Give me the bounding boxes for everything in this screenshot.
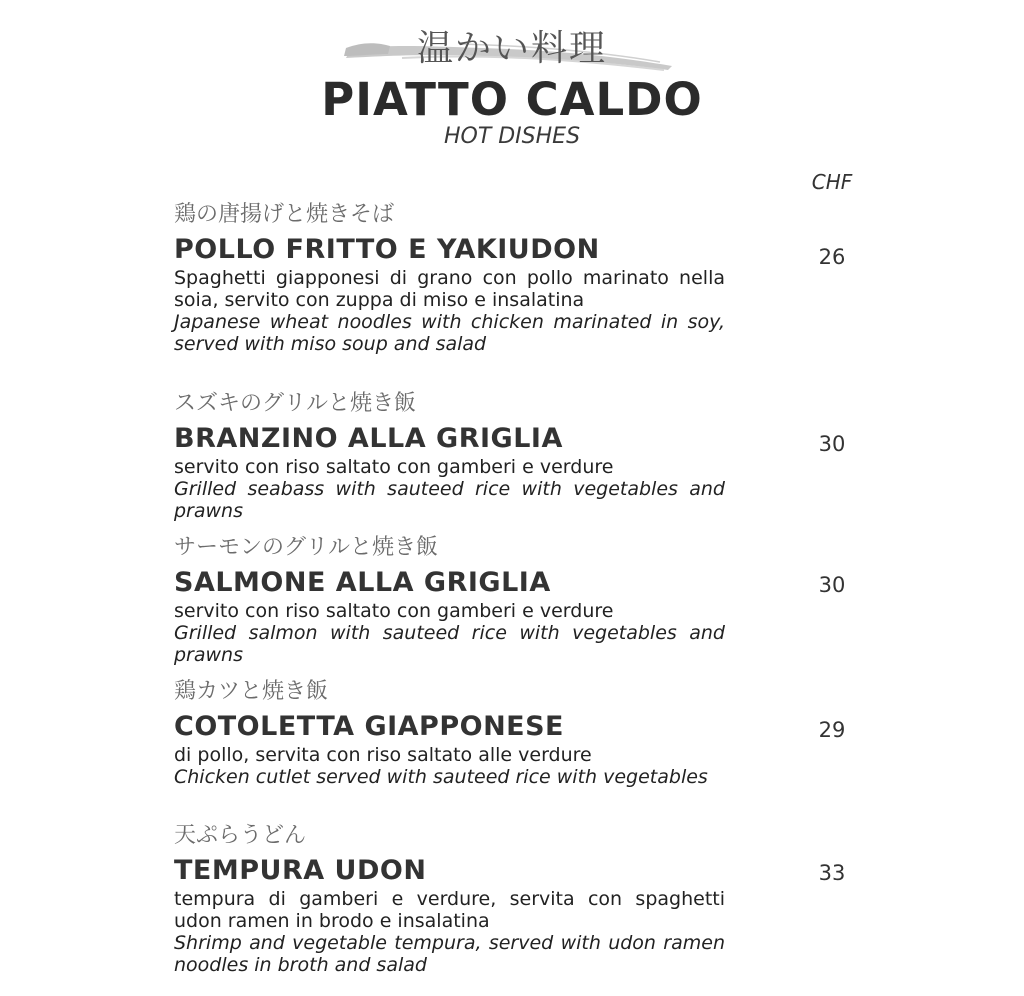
dish-description-english: Grilled seabass with sauteed rice with vegetables and prawns [174, 478, 725, 522]
dish-description-italian: servito con riso saltato con gamberi e verdure [174, 456, 614, 478]
dish-price: 33 [818, 861, 846, 885]
title-brush-stroke [342, 18, 682, 76]
dish-name-japanese: 鶏カツと焼き飯 [174, 679, 329, 704]
menu-item [174, 821, 725, 976]
menu-item [174, 533, 725, 666]
menu-item [174, 200, 725, 355]
dish-name: POLLO FRITTO E YAKIUDON [174, 234, 600, 265]
menu-header [0, 18, 1024, 150]
dish-price: 30 [818, 432, 846, 456]
dish-description-italian: servito con riso saltato con gamberi e verdure [174, 600, 614, 622]
dish-price: 30 [818, 573, 846, 597]
dish-description-italian: Spaghetti giapponesi di grano con pollo marinato nella soia, servito con zuppa di miso e insalatina [174, 267, 725, 311]
dish-description-italian: tempura di gamberi e verdure, servita con spaghetti udon ramen in brodo e insalatina [174, 888, 725, 932]
dish-name: BRANZINO ALLA GRIGLIA [174, 423, 563, 454]
dish-description-english: Shrimp and vegetable tempura, served with udon ramen noodles in broth and salad [174, 932, 725, 976]
dish-name: TEMPURA UDON [174, 855, 427, 886]
dish-description-italian: di pollo, servita con riso saltato alle verdure [174, 744, 592, 766]
dish-description-english: Japanese wheat noodles with chicken marinated in soy, served with miso soup and salad [174, 311, 725, 355]
dish-description-english: Chicken cutlet served with sauteed rice with vegetables [174, 766, 708, 788]
section-title-english: HOT DISHES [443, 124, 581, 149]
dish-name-japanese: サーモンのグリルと焼き飯 [174, 535, 439, 560]
dish-price: 29 [818, 718, 846, 742]
dish-name-japanese: 天ぷらうどん [174, 823, 307, 848]
dish-name-japanese: 鶏の唐揚げと焼きそば [174, 202, 395, 227]
dish-name: COTOLETTA GIAPPONESE [174, 711, 565, 742]
currency-label: CHF [811, 170, 853, 194]
dish-description-english: Grilled salmon with sauteed rice with vegetables and prawns [174, 622, 725, 666]
menu-item [174, 677, 725, 788]
menu-item [174, 389, 725, 522]
dish-name-japanese: スズキのグリルと焼き飯 [174, 391, 417, 416]
dish-name: SALMONE ALLA GRIGLIA [174, 567, 551, 598]
section-title-japanese: 温かい料理 [416, 28, 607, 69]
section-title-italian: PIATTO CALDO [321, 73, 703, 126]
dish-price: 26 [818, 245, 846, 269]
